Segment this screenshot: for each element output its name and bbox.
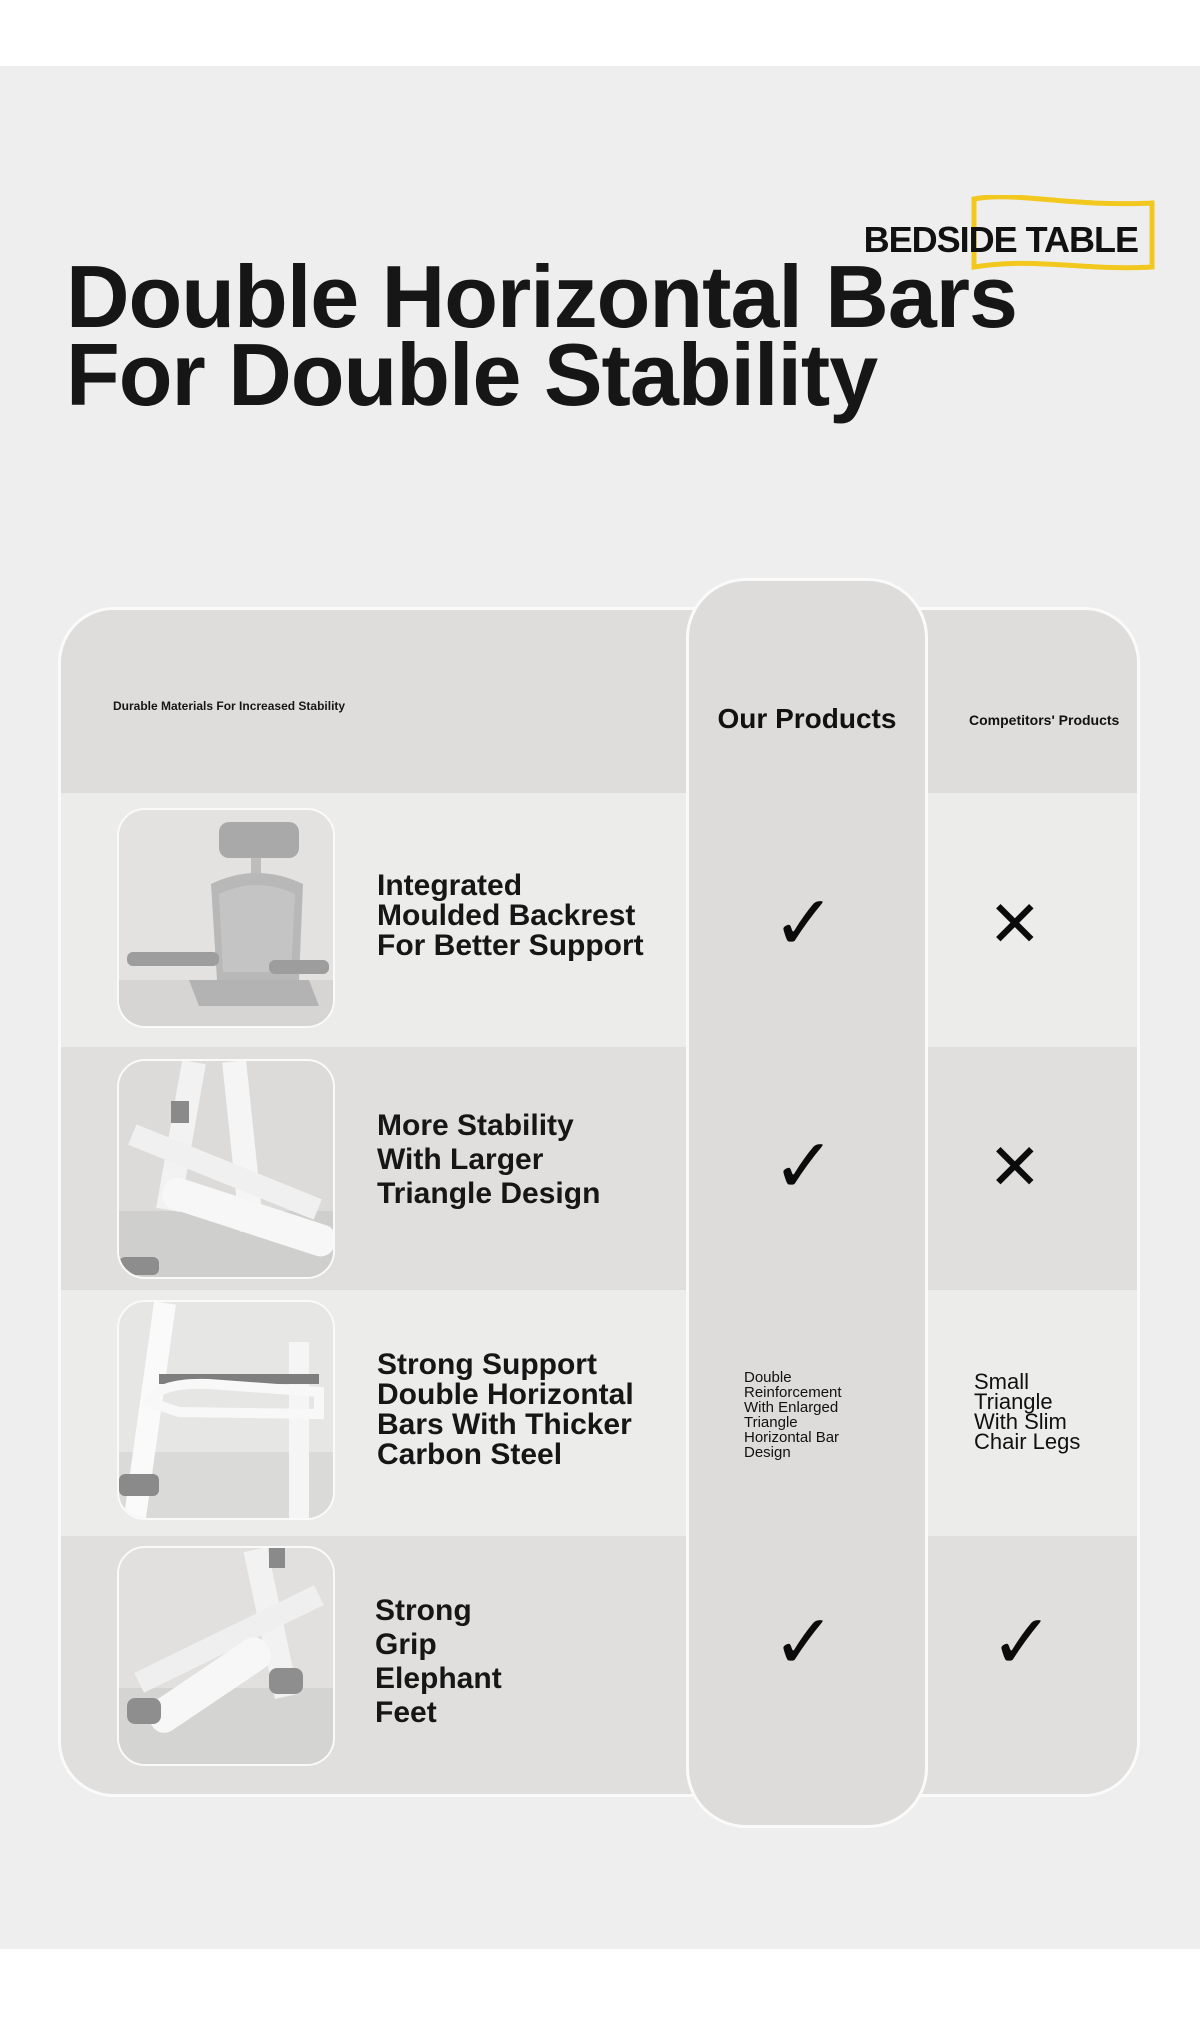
check-icon: ✓	[990, 1597, 1054, 1686]
cross-icon: ✕	[988, 1131, 1042, 1205]
table-header-label: Durable Materials For Increased Stability	[113, 699, 346, 713]
feature-line: Integrated	[377, 869, 523, 902]
feature-text	[377, 871, 644, 961]
feature-line: Elephant	[375, 1662, 502, 1695]
comparison-table	[58, 607, 1140, 1797]
page-title	[66, 247, 1026, 424]
table-row	[61, 1047, 1137, 1290]
product-image-backrest	[117, 808, 335, 1028]
check-icon: ✓	[772, 878, 836, 967]
our-product-description	[744, 1370, 842, 1460]
description-line: Reinforcement	[744, 1384, 842, 1401]
feature-text	[377, 1109, 600, 1211]
table-header-row	[61, 610, 1137, 793]
feature-line: Triangle Design	[377, 1177, 601, 1210]
feature-line: Moulded Backrest	[377, 899, 636, 932]
feature-text	[375, 1594, 502, 1730]
page-title-line-2: For Double Stability	[66, 325, 878, 424]
brand-label: BEDSIDE TABLE	[863, 219, 1138, 260]
feature-line: Strong	[375, 1594, 472, 1627]
feature-line: Grip	[375, 1628, 437, 1661]
description-line: Small	[974, 1369, 1030, 1394]
cross-icon: ✕	[988, 888, 1042, 962]
description-line: Triangle	[744, 1414, 798, 1431]
feature-line: Double Horizontal	[377, 1378, 634, 1411]
description-line: Horizontal Bar	[744, 1429, 840, 1446]
description-line: Chair Legs	[974, 1429, 1081, 1454]
description-line: With Enlarged	[744, 1399, 839, 1416]
product-image-elephant-feet	[117, 1546, 335, 1766]
feature-line: Strong Support	[377, 1348, 597, 1381]
table-row	[61, 1536, 1137, 1797]
product-image-horizontal-bars	[117, 1300, 335, 1520]
description-line: Design	[744, 1444, 791, 1461]
check-icon: ✓	[772, 1121, 836, 1210]
check-icon: ✓	[772, 1597, 836, 1686]
feature-line: For Better Support	[377, 929, 644, 962]
feature-line: More Stability	[377, 1109, 574, 1142]
competitor-description	[974, 1369, 1081, 1454]
feature-text	[377, 1350, 634, 1470]
description-line: Triangle	[974, 1389, 1053, 1414]
table-row	[61, 793, 1137, 1047]
page-title-line-1: Double Horizontal Bars	[66, 247, 1017, 346]
description-line: Double	[744, 1369, 792, 1386]
competitors-column-header: Competitors' Products	[969, 712, 1120, 728]
our-products-column-header: Our Products	[717, 703, 897, 734]
feature-line: With Larger	[377, 1143, 544, 1176]
feature-line: Carbon Steel	[377, 1438, 563, 1471]
product-image-triangle	[117, 1059, 335, 1279]
description-line: With Slim	[974, 1409, 1067, 1434]
feature-line: Bars With Thicker	[377, 1408, 632, 1441]
feature-line: Feet	[375, 1696, 437, 1729]
